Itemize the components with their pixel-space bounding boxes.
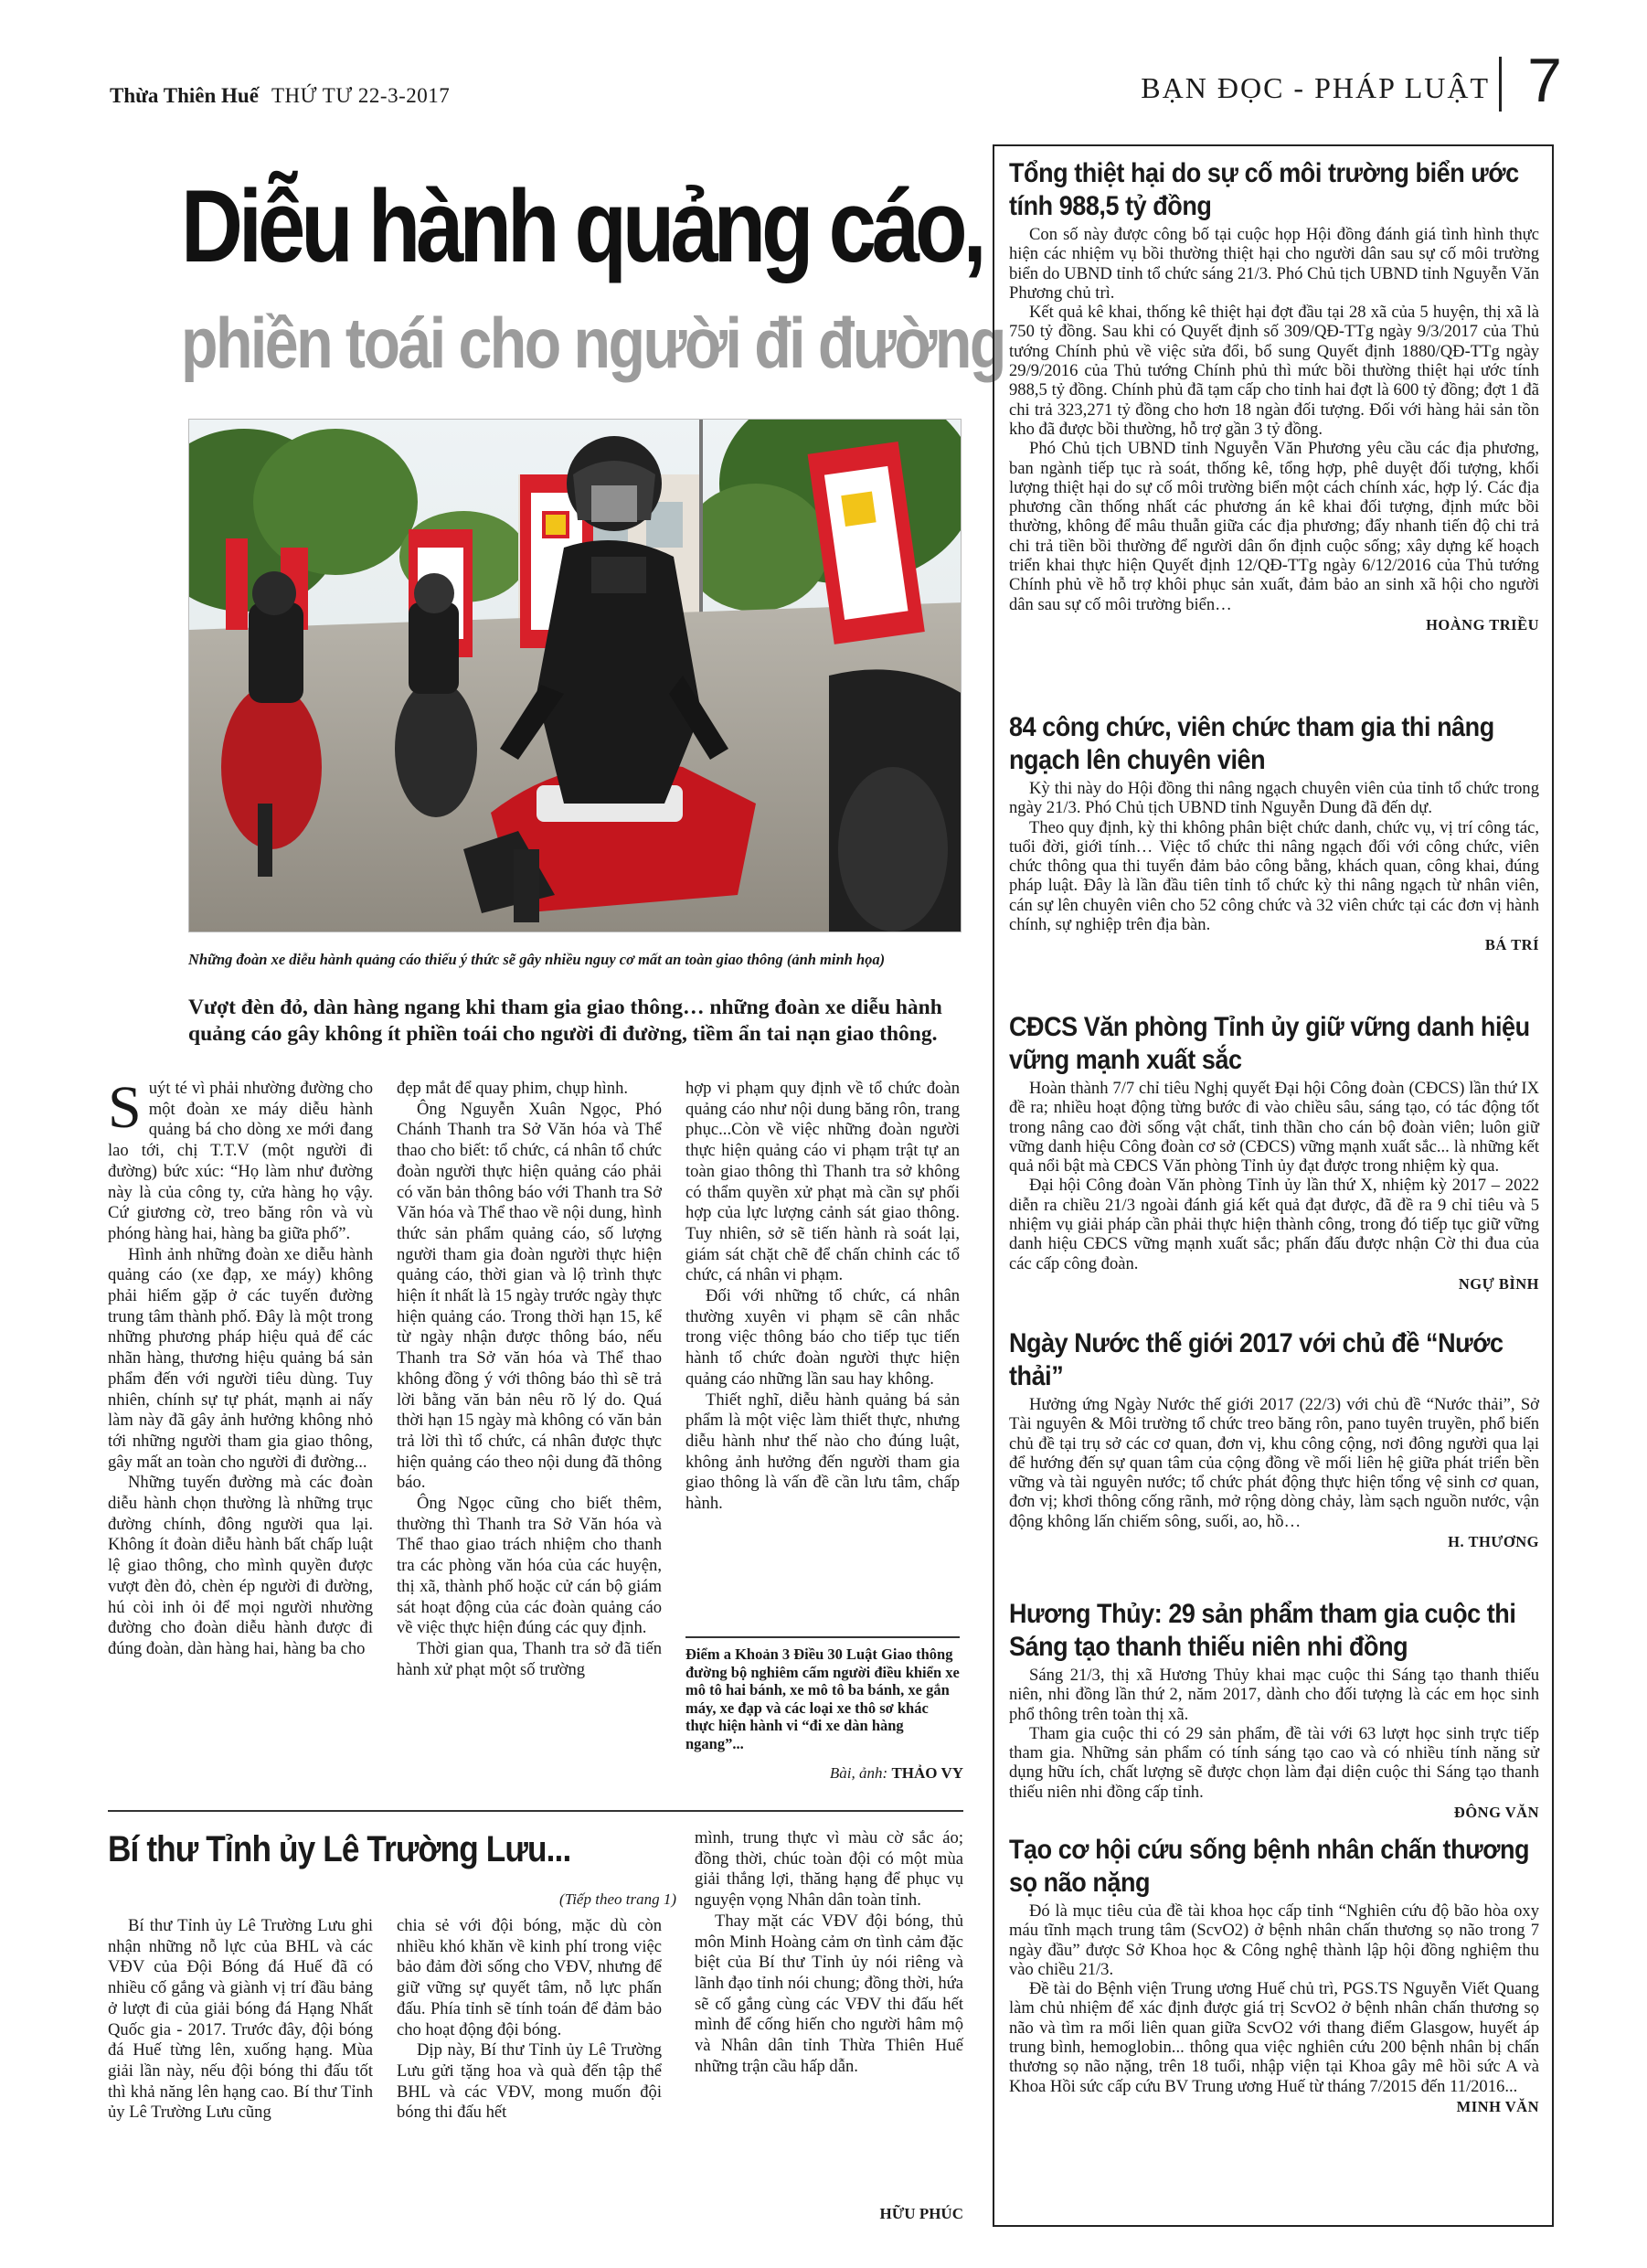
section-divider — [108, 1810, 963, 1812]
paragraph: Con số này được công bố tại cuộc họp Hội đồng đánh giá tình hình thực hiện các nhiệm vụ bồi thường thiệt hại cho người dân sau sự cố môi trường biển do UBND tỉnh tổ chức sáng 21/3. Phó Chủ tịch UBND tỉnh Nguyễn Văn Phương chủ trì. — [1009, 225, 1539, 303]
paragraph: Kỳ thi này do Hội đồng thi nâng ngạch chuyên viên của tỉnh tổ chức trong ngày 21/3. Phó Chủ tịch UBND tỉnh Nguyễn Dung đã đến dự. — [1009, 779, 1539, 818]
brief-title: Hương Thủy: 29 sản phẩm tham gia cuộc thi Sáng tạo thanh thiếu niên nhi đồng — [1009, 1599, 1516, 1662]
paragraph: Suýt té vì phải nhường đường cho một đoàn xe máy diễu hành quảng bá cho dòng xe mới đang lao tới, chị T.T.V (một người đi đường) bức xúc: “Họ làm như đường này là của công ty, cửa hàng họ vậy. Cứ giương cờ, treo băng rôn và vù phóng hàng hai, hàng ba giữa phố”. — [108, 1074, 373, 1243]
brief-3 — [1009, 1011, 1539, 1294]
drop-cap: S — [108, 1074, 142, 1141]
paragraph: Đại hội Công đoàn Văn phòng Tỉnh ủy lần thứ X, nhiệm kỳ 2017 – 2022 diễn ra chiều 21/3 ngoài đánh giá kết quả đạt được, đã đề ra 9 chỉ tiêu và 5 nhiệm vụ giải pháp cần phải thực hiện thành công, trong đó tiếp tục giữ vững danh hiệu CĐCS vững mạnh xuất sắc; phấn đấu được nhận Cờ thi đua của các cấp công đoàn. — [1009, 1176, 1539, 1273]
brief-title: Ngày Nước thế giới 2017 với chủ đề “Nước thải” — [1009, 1328, 1504, 1391]
paragraph: Đề tài do Bệnh viện Trung ương Huế chủ trì, PGS.TS Nguyễn Viết Quang làm chủ nhiệm để xác định được giá trị ScvO2 ở bệnh nhân chấn thương sọ não và tìm ra mối liên quan giữa ScvO2 với thang điểm Glasgow, huyết áp trung bình, hemoglobin... thông qua việc nghiên cứu 200 bệnh nhân bị chấn thương sọ não nặng, trên 18 tuổi, nhập viện tại Khoa gây mê hồi sức A và Khoa Hồi sức cấp cứu BV Trung ương Huế từ tháng 7/2015 đến 11/2016... — [1009, 1979, 1539, 2096]
paragraph: Sáng 21/3, thị xã Hương Thủy khai mạc cuộc thi Sáng tạo thanh thiếu niên, nhi đồng lần thứ 2, năm 2017, dành cho đối tượng là các em học sinh phổ thông trên toàn thị xã. — [1009, 1666, 1539, 1724]
brief-byline: ĐÔNG VĂN — [1453, 1804, 1539, 1822]
headline-main: Diễu hành quảng cáo, — [181, 169, 983, 283]
continued-note: (Tiếp theo trang 1) — [559, 1890, 676, 1908]
paragraph: Thời gian qua, Thanh tra sở đã tiến hành xử phạt một số trường — [397, 1638, 662, 1679]
brief-title: Tổng thiệt hại do sự cố môi trường biển ước tính 988,5 tỷ đồng — [1009, 158, 1519, 221]
brief-title: Tạo cơ hội cứu sống bệnh nhân chấn thương sọ não nặng — [1009, 1835, 1530, 1898]
paragraph: đẹp mắt để quay phim, chụp hình. — [397, 1079, 629, 1098]
article2-byline: HỮU PHÚC — [879, 2205, 963, 2222]
paper-name: Thừa Thiên Huế — [110, 84, 259, 107]
brief-1 — [1009, 157, 1539, 634]
paragraph: Bí thư Tỉnh ủy Lê Trường Lưu ghi nhận những nỗ lực của BHL và các VĐV của Đội Bóng đá Huế đã có nhiều cố gắng và giành vị trí đầu bảng ở lượt đi của giải bóng đá Hạng Nhất Quốc gia - 2017. Trước đây, đội bóng đá Huế từng lên, xuống hạng. Mùa giải lần này, nếu đội bóng thi đấu tốt thì khả năng lên hạng cao. Bí thư Tỉnh ủy Lê Trường Lưu cũng — [108, 1916, 373, 2123]
brief-title: CĐCS Văn phòng Tỉnh ủy giữ vững danh hiệu vững mạnh xuất sắc — [1009, 1012, 1530, 1075]
paragraph: Đối với những tổ chức, cá nhân thường xuyên vi phạm sẽ cân nhắc trong việc thông báo cho tiếp tục tiến hành tổ chức đoàn người thực hiện quảng cáo những lần sau hay không. — [685, 1286, 960, 1389]
brief-byline: MINH VĂN — [1456, 2097, 1539, 2115]
brief-byline: BÁ TRÍ — [1484, 936, 1539, 954]
brief-4 — [1009, 1327, 1539, 1551]
section-title: BẠN ĐỌC - PHÁP LUẬT — [1141, 71, 1490, 104]
paragraph: Hoàn thành 7/7 chỉ tiêu Nghị quyết Đại hội Công đoàn (CĐCS) lần thứ IX đề ra; nhiều hoạt động từng bước đi vào chiều sâu, sáng tạo, có tác động tốt trong nâng cao đời sống vật chất, tinh thần cho cán bộ đoàn viên; luôn giữ vững danh hiệu Công đoàn cơ sở (CĐCS) vững mạnh xuất sắc... là những kết quả nổi bật mà CĐCS Văn phòng Tỉnh ủy đạt được trong nhiệm kỳ qua. — [1009, 1079, 1539, 1177]
brief-byline: HOÀNG TRIỀU — [1426, 615, 1539, 634]
article-byline: Bài, ảnh: THẢO VY — [829, 1764, 963, 1782]
paragraph: Thiết nghĩ, diễu hành quảng bá sản phẩm là một việc làm thiết thực, nhưng diễu hành như thế nào cho đúng luật, không ảnh hưởng đến người tham gia giao thông là vấn đề cần lưu tâm, chấp hành. — [685, 1390, 960, 1514]
paragraph: Ông Nguyễn Xuân Ngọc, Phó Chánh Thanh tra Sở Văn hóa và Thể thao cho biết: tổ chức, cá nhân tổ chức đoàn người thực hiện quảng cáo phải có văn bản thông báo với Thanh tra Sở Văn hóa và Thể thao về nội dung, hình thức sản phẩm quảng cáo, số lượng người tham gia đoàn người thực hiện quảng cáo, thời gian và lộ trình thực hiện ít nhất là 15 ngày trước ngày thực hiện quảng cáo. Trong thời hạn 15, kể từ ngày nhận được thông báo, nếu Thanh tra Sở văn hóa và Thể thao không đồng ý với thông báo thì sẽ trả lời bằng văn bản nêu rõ lý do. Quá thời hạn 15 ngày mà không có văn bản trả lời thì tổ chức, cá nhân được thực hiện quảng cáo theo nội dung đã thông báo. — [397, 1099, 662, 1493]
brief-byline: NGỰ BÌNH — [1458, 1274, 1539, 1293]
paragraph: Những tuyến đường mà các đoàn diễu hành chọn thường là những trục đường chính, đông người qua lại. Không ít đoàn diễu hành bất chấp luật lệ giao thông, cho mình quyền được vượt đèn đỏ, chèn ép người đi đường, hú còi inh ỏi để mọi người nhường đường cho đoàn diễu hành được đi đúng đoàn, dàn hàng hai, hàng ba cho — [108, 1473, 373, 1658]
brief-byline: H. THƯƠNG — [1448, 1533, 1539, 1551]
article2-title: Bí thư Tỉnh ủy Lê Trường Lưu... — [108, 1829, 571, 1869]
article-column-3 — [685, 1079, 960, 1627]
page-number: 7 — [1527, 46, 1562, 115]
paragraph: Dịp này, Bí thư Tỉnh ủy Lê Trường Lưu gửi tặng hoa và quà đến tập thể BHL và các VĐV, mong muốn đội bóng thi đấu hết — [397, 2040, 662, 2123]
headline-sub: phiền toái cho người đi đường — [181, 303, 1004, 383]
paragraph: mình, trung thực vì màu cờ sắc áo; đồng thời, chúc toàn đội có một mùa giải thắng lợi, thăng hạng để phục vụ nguyện vọng Nhân dân toàn tỉnh. — [695, 1828, 963, 1911]
paragraph: Tham gia cuộc thi có 29 sản phẩm, đề tài với 63 lượt học sinh trực tiếp tham gia. Những sản phẩm có tính sáng tạo cao và có nhiều tính năng sử dụng hữu ích, chất lượng sẽ được chọn làm đại diện cuộc thi Sáng tạo thanh thiếu niên nhi đồng cấp tỉnh. — [1009, 1723, 1539, 1802]
issue-date: THỨ TƯ 22-3-2017 — [271, 84, 451, 107]
masthead-divider — [1499, 57, 1502, 112]
brief-6 — [1009, 1834, 1539, 2116]
paragraph: Phó Chủ tịch UBND tỉnh Nguyễn Văn Phương yêu cầu các địa phương, ban ngành tiếp tục rà soát, thống kê, tổng hợp, phê duyệt đối tượng, khối lượng thiệt hại do sự cố môi trường biển một cách chính xác, hợp lý. Các địa phương cần thống nhất các phương án kê khai đối tượng, định mức bồi thường, không để mâu thuẫn giữa các địa phương; đẩy nhanh tiến độ chi trả chi trả tiền bồi thường để người dân ổn định cuộc sống; xây dựng kế hoạch triển khai thực hiện Quyết định 12/QĐ-TTg ngày 6/12/2016 của Thủ tướng Chính phủ về hỗ trợ khôi phục sản xuất, đảm bảo an sinh xã hội cho người dân sau sự cố môi trường biển… — [1009, 439, 1539, 614]
brief-5 — [1009, 1598, 1539, 1822]
article-photo — [188, 419, 962, 932]
paragraph: Kết quả kê khai, thống kê thiệt hại đợt đầu tại 28 xã của 5 huyện, thị xã là 750 tỷ đồng. Sau khi có Quyết định số 309/QĐ-TTg ngày 9/3/2017 của Thủ tướng Chính phủ về việc sửa đổi, bổ sung Quyết định 1880/QĐ-TTg ngày 29/9/2016 của Thủ tướng Chính phủ thì mức bồi thường thiệt hại ước tính 988,5 tỷ đồng. Chính phủ đã tạm cấp cho tỉnh hai đợt là 600 tỷ đồng; đợt 1 đã chi trả 323,271 tỷ đồng cho hơn 18 ngàn đối tượng. Đối với hàng hải sản tồn kho đã được bồi thường, hỗ trợ gần 3 tỷ đồng. — [1009, 303, 1539, 439]
article-column-1 — [108, 1074, 373, 1801]
paragraph: hợp vi phạm quy định về tổ chức đoàn quảng cáo như nội dung băng rôn, trang phục...Còn về việc những đoàn người thực hiện quảng cáo vi phạm trật tự an toàn giao thông thì Thanh tra sở không có thẩm quyền xử phạt mà cần sự phối hợp của lực lượng cảnh sát giao thông. Tuy nhiên, sở sẽ tiến hành rà soát lại, giám sát chặt chẽ để chấn chỉnh các tổ chức, cá nhân vi phạm. — [685, 1079, 960, 1285]
pull-quote: Điểm a Khoản 3 Điều 30 Luật Giao thông đường bộ nghiêm cấm người điều khiển xe mô tô hai bánh, xe mô tô ba bánh, xe gắn máy, xe đạp và các loại xe thô sơ khác thực hiện hành vi “đi xe dàn hàng ngang”... — [685, 1636, 960, 1746]
motorcycle-parade-illustration — [189, 420, 962, 932]
paragraph: Ông Ngọc cũng cho biết thêm, thường thì Thanh tra Sở Văn hóa và Thể thao giao trách nhiệm cho thanh tra các phòng văn hóa của các huyện, thị xã, thành phố hoặc cử cán bộ giám sát hoạt động của các đoàn quảng cáo về việc thực hiện đúng các quy định. — [397, 1494, 662, 1638]
masthead-left — [110, 84, 567, 115]
paragraph: Hưởng ứng Ngày Nước thế giới 2017 (22/3) với chủ đề “Nước thải”, Sở Tài nguyên & Môi trường tổ chức treo băng rôn, pano tuyên truyền, phổ biến chủ đề tại trụ sở các cơ quan, đơn vị, khu công cộng, nơi đông người qua lại để hướng đến sự quan tâm của cộng đồng về mối liên hệ giữa phát triển bền vững và tài nguyên nước; tổ chức phát động thực hiện tổng vệ sinh cơ quan, đơn vị; khơi thông cống rãnh, mở rộng dòng chảy, làm sạch nguồn nước, vận động không lấn chiếm sông, suối, ao, hồ… — [1009, 1395, 1539, 1531]
paragraph: Đó là mục tiêu của đề tài khoa học cấp tỉnh “Nghiên cứu độ bão hòa oxy máu tĩnh mạch trung tâm (ScvO2) ở bệnh nhân chấn thương sọ não trong 7 ngày đầu” được Sở Khoa học & Công nghệ thành lập hội đồng nghiệm thu vào chiều 21/3. — [1009, 1901, 1539, 1979]
article2-column-1 — [108, 1916, 373, 2245]
paragraph: Theo quy định, kỳ thi không phân biệt chức danh, chức vụ, vị trí công tác, tuổi đời, giới tính… Việc tổ chức thi nâng ngạch đối với công chức, viên chức thông qua thi tuyển đảm bảo công bằng, khách quan, công khai, đúng pháp luật. Đây là lần đầu tiên tỉnh tổ chức kỳ thi nâng ngạch từ nhân viên, cán sự lên chuyên viên cho 52 công chức và 32 viên chức tại các đơn vị hành chính, sự nghiệp trên địa bàn. — [1009, 817, 1539, 935]
article-lead: Vượt đèn đỏ, dàn hàng ngang khi tham gia giao thông… những đoàn xe diễu hành quảng cáo gây không ít phiền toái cho người đi đường, tiềm ẩn tai nạn giao thông. — [188, 996, 942, 1046]
paragraph: Thay mặt các VĐV đội bóng, thủ môn Minh Hoàng cảm ơn tình cảm đặc biệt của Bí thư Tỉnh ủy nói riêng và lãnh đạo tỉnh nói chung; đồng thời, hứa sẽ cố gắng cùng các VĐV thi đấu hết mình để cống hiến cho người hâm mộ và Nhân dân tỉnh Thừa Thiên Huế những trận cầu hấp dẫn. — [695, 1911, 963, 2076]
photo-caption: Những đoàn xe diễu hành quảng cáo thiếu ý thức sẽ gây nhiều nguy cơ mất an toàn giao thông (ảnh minh họa) — [188, 951, 886, 968]
banner-left — [226, 538, 248, 630]
brief-title: 84 công chức, viên chức tham gia thi nâng ngạch lên chuyên viên — [1009, 712, 1494, 775]
article2-column-3 — [695, 1828, 963, 2167]
article-column-2 — [397, 1079, 662, 1801]
brief-2 — [1009, 711, 1539, 954]
paragraph: chia sẻ với đội bóng, mặc dù còn nhiều khó khăn về kinh phí trong việc bảo đảm đời sống cho VĐV, nhưng để giữ vững sự quyết tâm, nỗ lực phấn đấu. Phía tỉnh sẽ tính toán để đảm bảo cho hoạt động đội bóng. — [397, 1916, 662, 2039]
paragraph: Hình ảnh những đoàn xe diễu hành quảng cáo (xe đạp, xe máy) không phải hiếm gặp ở các tuyến đường trung tâm thành phố. Đây là một trong những phương pháp hiệu quả để các nhãn hàng, thương hiệu quảng bá sản phẩm đến với người tiêu dùng. Tuy nhiên, chính sự tự phát, mạnh ai nấy làm này đã gây ảnh hưởng không nhỏ tới những người tham gia giao thông, gây mất an toàn cho người đi đường... — [108, 1244, 373, 1472]
article2-column-2 — [397, 1916, 662, 2190]
